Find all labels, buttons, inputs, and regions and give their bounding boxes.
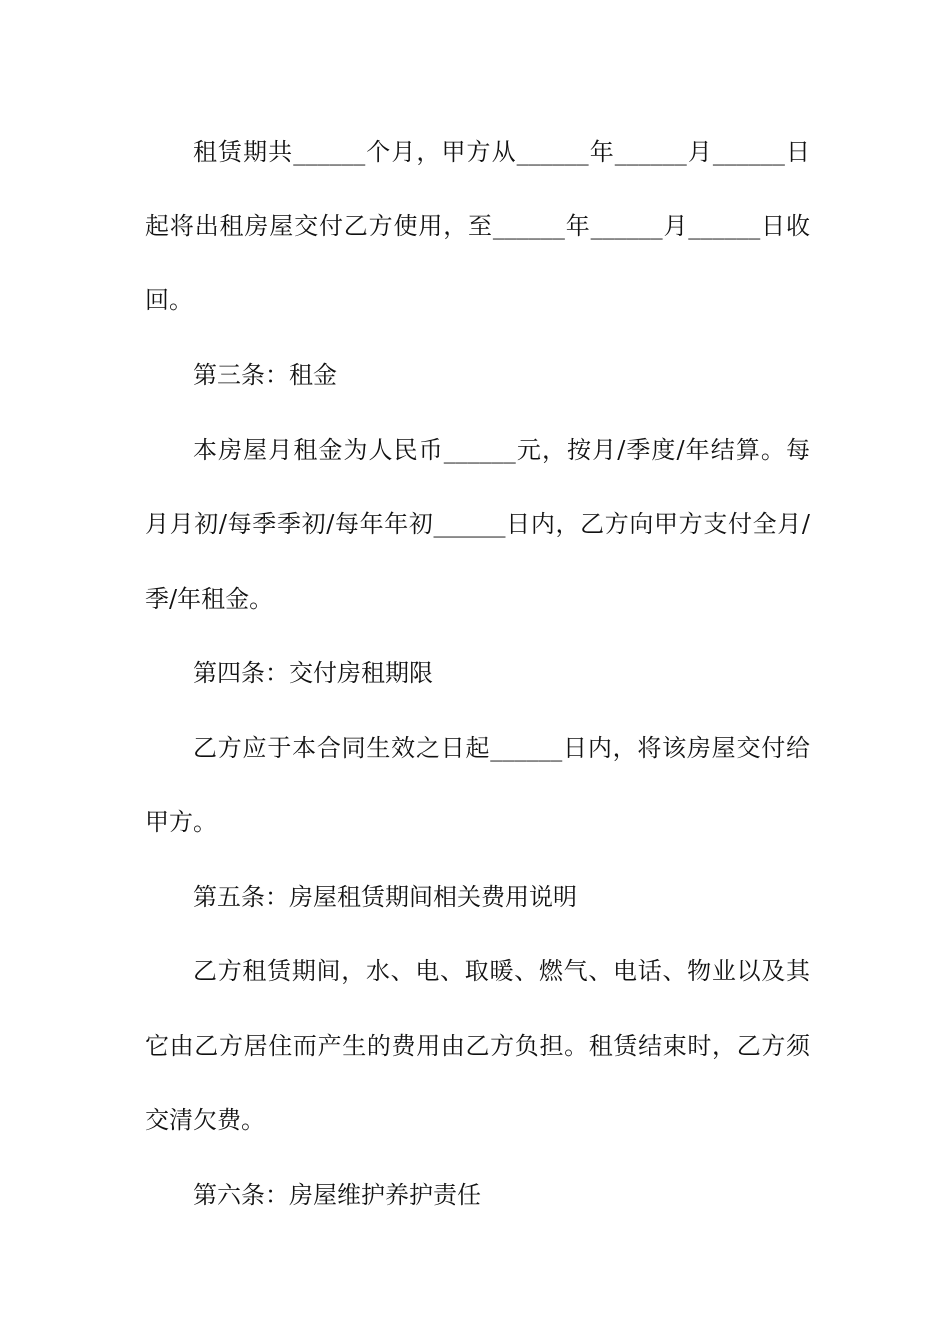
paragraph-line: 它由乙方居住而产生的费用由乙方负担。租赁结束时，乙方须	[145, 1032, 810, 1060]
paragraph-line: 季/年租金。	[145, 585, 274, 613]
paragraph-line: 本房屋月租金为人民币______元，按月/季度/年结算。每	[193, 436, 810, 464]
paragraph-line: 月月初/每季季初/每年年初______日内，乙方向甲方支付全月/	[145, 510, 810, 538]
section-heading: 第六条：房屋维护养护责任	[193, 1181, 481, 1209]
section-heading: 第三条：租金	[193, 361, 337, 389]
paragraph-line: 甲方。	[145, 808, 217, 836]
section-heading: 第四条：交付房租期限	[193, 659, 433, 687]
paragraph-line: 乙方应于本合同生效之日起______日内，将该房屋交付给	[193, 734, 810, 762]
paragraph-line: 交清欠费。	[145, 1106, 265, 1134]
section-heading: 第五条：房屋租赁期间相关费用说明	[193, 883, 577, 911]
paragraph-line: 租赁期共______个月，甲方从______年______月______日	[193, 138, 810, 166]
paragraph-line: 起将出租房屋交付乙方使用，至______年______月______日收	[145, 212, 810, 240]
paragraph-line: 乙方租赁期间，水、电、取暖、燃气、电话、物业以及其	[193, 957, 810, 985]
paragraph-line: 回。	[145, 286, 193, 314]
